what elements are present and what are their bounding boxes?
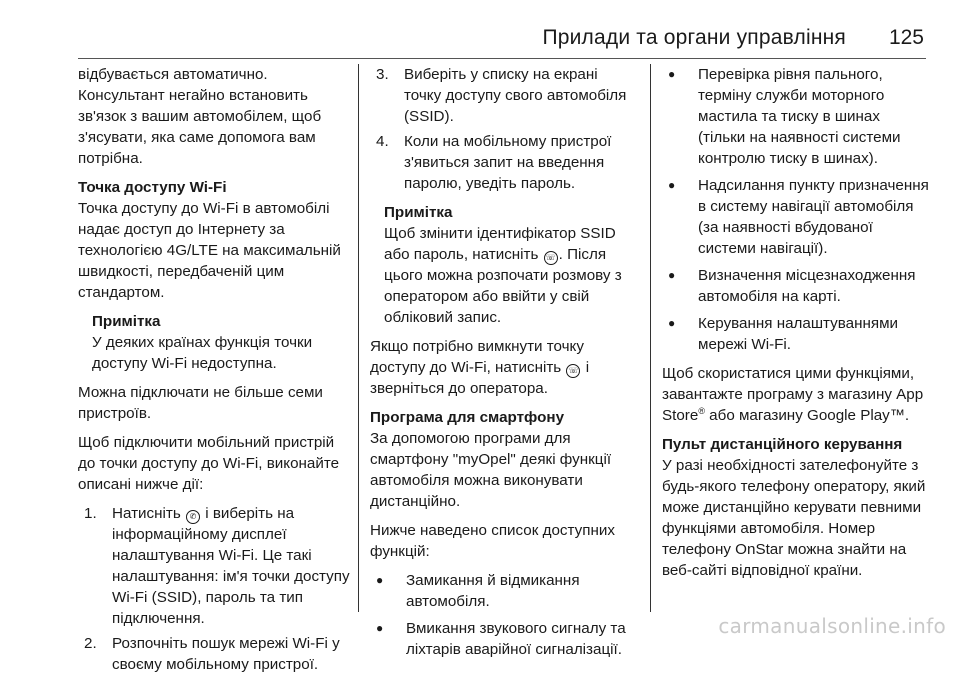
list-item: ● Надсилання пункту призначення в систему навігації автомобіля (за наявності вбудованої системи навігації). <box>668 175 930 259</box>
app-download-paragraph <box>662 363 930 426</box>
list-item: ● Перевірка рівня пального, терміну служби моторного мастила та тиску в шинах (тільки на наявності системи контролю тиску в шинах). <box>668 64 930 169</box>
disable-paragraph <box>370 336 632 399</box>
intro-paragraph: відбувається автоматично. Консультант негайно встановить зв'язок з вашим автомобілем, щоб з'ясувати, яка саме допомога вам потрібна. <box>78 66 322 167</box>
step-text: Розпочніть пошук мережі Wi-Fi у своєму мобільному пристрої. <box>112 635 340 673</box>
note-title: Примітка <box>92 313 161 330</box>
app-heading: Програма для смартфону <box>370 409 565 426</box>
ssid-note <box>384 202 632 328</box>
step-text: Виберіть у списку на екрані точку доступу свого автомобіля (SSID). <box>404 66 627 125</box>
page-title: Прилади та органи управління <box>542 26 846 49</box>
note-text-pre: Щоб змінити ідентифікатор SSID або пароль, натисніть <box>384 225 616 263</box>
list-item: ● Керування налаштуваннями мережі Wi-Fi. <box>668 313 930 355</box>
list-intro: Нижче наведено список доступних функцій: <box>370 522 615 560</box>
column-3 <box>662 64 930 589</box>
app-download-post: або магазину Google Play™. <box>704 407 910 424</box>
page-header <box>78 18 926 59</box>
functions-list <box>370 570 632 660</box>
step-number: 3. <box>376 66 389 83</box>
column-divider <box>650 64 651 612</box>
step-number: 4. <box>376 133 389 150</box>
column-divider <box>358 64 359 612</box>
column-1 <box>78 64 350 683</box>
watermark: carmanualsonline.info <box>718 614 946 638</box>
step-text: Коли на мобільному пристрої з'явиться запит на введення паролю, уведіть пароль. <box>404 133 612 192</box>
remote-heading: Пульт дистанційного керування <box>662 436 903 453</box>
note-title: Примітка <box>384 204 453 221</box>
app-paragraph: За допомогою програми для смартфону "myOpel" деякі функції автомобіля можна виконувати дистанційно. <box>370 430 612 510</box>
registered-mark: ® <box>698 405 705 416</box>
step-number: 1. <box>84 505 97 522</box>
steps-list-continued <box>370 64 632 194</box>
page-number: 125 <box>888 26 924 49</box>
list-item: ● Визначення місцезнаходження автомобіля на карті. <box>668 265 930 307</box>
list-item <box>84 503 350 629</box>
note-text-post: . Після цього можна розпочати розмову з оператором або ввійти у свій обліковий запис. <box>384 246 622 326</box>
onstar-button-icon: ☏ <box>566 364 580 378</box>
note-text: У деяких країнах функція точки доступу Wi-Fi недоступна. <box>92 334 313 372</box>
disable-text-post: і зверніться до оператора. <box>370 359 590 397</box>
disable-text-pre: Якщо потрібно вимкнути точку доступу до Wi-Fi, натисніть <box>370 338 584 376</box>
wifi-heading: Точка доступу Wi-Fi <box>78 179 227 196</box>
functions-list-continued <box>662 64 930 355</box>
step-number: 2. <box>84 635 97 652</box>
steps-list <box>78 503 350 675</box>
wifi-paragraph: Точка доступу до Wi-Fi в автомобілі надає доступ до Інтернету за технологією 4G/LTE на максимальній швидкості, передбаченій цим стандартом. <box>78 200 341 301</box>
list-item: ● Замикання й відмикання автомобіля. <box>376 570 632 612</box>
app-download-pre: Щоб скористатися цими функціями, завантажте програму з магазину App Store <box>662 365 924 424</box>
wifi-note <box>92 311 350 374</box>
step-text-pre: Натисніть <box>112 505 181 522</box>
connect-intro: Щоб підключити мобільний пристрій до точки доступу до Wi-Fi, виконайте описані нижче дії: <box>78 434 340 493</box>
onstar-button-icon: ☏ <box>544 251 558 265</box>
remote-paragraph: У разі необхідності зателефонуйте з будь-якого телефону оператору, який може дистанційно керувати певними функціями автомобіля. Номер телефону OnStar можна знайти на веб-сайті відповідної країни. <box>662 457 926 579</box>
note-text <box>384 223 632 328</box>
list-item <box>376 131 632 194</box>
wifi-button-icon: ✆ <box>186 510 200 524</box>
column-2 <box>370 64 632 668</box>
list-item: ● Вмикання звукового сигналу та ліхтарів аварійної сигналізації. <box>376 618 632 660</box>
step-text-post: і виберіть на інформаційному дисплеї налаштування Wi-Fi. Це такі налаштування: ім'я точки доступу Wi-Fi (SSID), пароль та тип підключення. <box>112 505 350 627</box>
devices-paragraph: Можна підключати не більше семи пристроїв. <box>78 384 323 422</box>
list-item <box>84 633 350 675</box>
list-item <box>376 64 632 127</box>
